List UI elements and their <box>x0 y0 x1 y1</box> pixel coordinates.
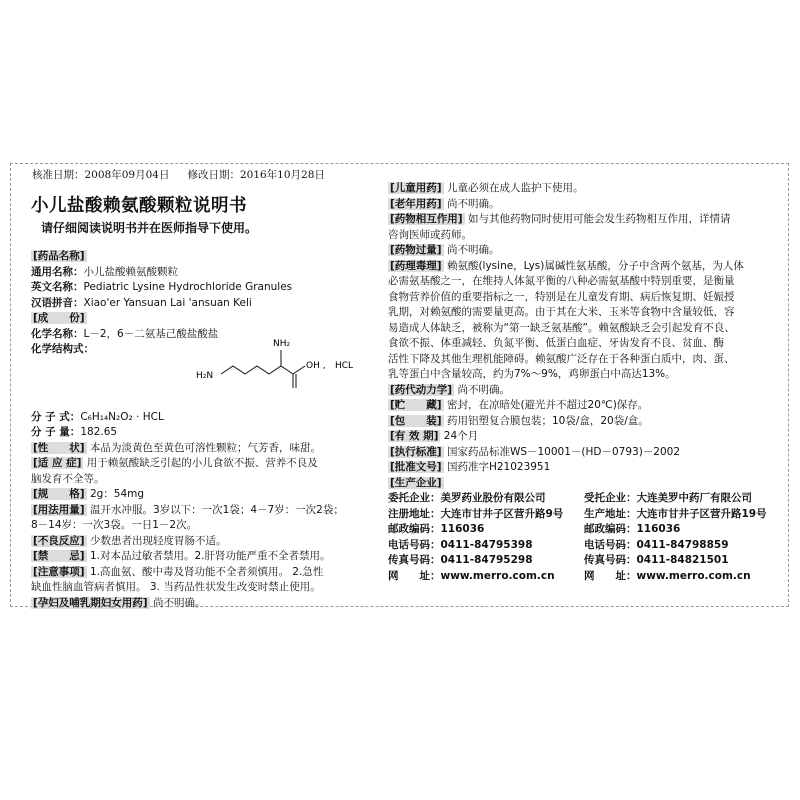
appearance-value: 本品为淡黄色至黄色可溶性颗粒；气芳香，味甜。 <box>89 441 321 454</box>
section-overdose: [药物过量] <box>390 244 442 256</box>
pharmacology-line-8: 乳等蛋白中含量较高，约为7%～9%，鸡卵蛋白中高达13%。 <box>388 368 676 380</box>
section-adverse: [不良反应] <box>33 534 85 547</box>
children-value: 儿童必须在成人监护下使用。 <box>446 182 584 194</box>
usage-value-cont: 8－14岁：一次3袋。一日1－2次。 <box>31 519 198 531</box>
section-appearance: [性 状] <box>33 441 85 454</box>
section-standard: [执行标准] <box>390 445 442 458</box>
pinyin-value: Xiao'er Yansuan Lai 'ansuan Keli <box>83 296 252 309</box>
fax-1: 传真号码：0411-84795298 <box>388 554 533 566</box>
pinyin-key: 汉语拼音： <box>31 296 84 309</box>
section-caution: [注意事项] <box>33 565 85 578</box>
overdose-value: 尚不明确。 <box>446 244 500 256</box>
contraindication-value: 1.对本品过敏者禁用。2.肝肾功能严重不全者禁用。 <box>89 550 331 562</box>
website-2: 网 址：www.merro.com.cn <box>584 569 751 582</box>
pregnancy-value: 尚不明确。 <box>152 596 206 609</box>
section-storage: [贮 藏] <box>390 399 442 411</box>
pharmacology-line-4: 乳期，对赖氨酸的需要量更高。由于其在大米、玉米等食物中含量较低，容 <box>388 306 735 318</box>
section-manufacturer: [生产企业] <box>390 476 442 489</box>
formula-value: C₆H₁₄N₂O₂ · HCL <box>80 410 164 423</box>
spec-value: 2g：54mg <box>89 488 145 500</box>
standard-value: 国家药品标准WS－10001－(HD－0793)－2002 <box>446 445 681 458</box>
pharmacology-line-7: 活性下降及其他生理机能障碍。赖氨酸广泛存在于各种蛋白质中，肉、蛋、 <box>388 352 735 365</box>
indication-value: 用于赖氨酸缺乏引起的小儿食欲不振、营养不良及 <box>86 457 318 469</box>
lysine-structure-diagram <box>193 330 373 392</box>
usage-value: 温开水冲服。3岁以下：一次1袋；4－7岁：一次2袋； <box>89 503 344 516</box>
formula-key: 分 子 式： <box>31 410 81 423</box>
entrusted-company: 受托企业：大连美罗中药厂有限公司 <box>584 492 752 504</box>
storage-value: 密封，在凉暗处(避光并不超过20℃)保存。 <box>446 399 649 411</box>
pharmacology-line-2: 必需氨基酸之一，在维持人体氮平衡的八种必需氨基酸中特别重要，是衡量 <box>388 275 735 287</box>
section-interaction: [药物相互作用] <box>390 213 463 225</box>
elderly-value: 尚不明确。 <box>446 197 500 210</box>
left-column <box>31 248 379 611</box>
section-contraindication: [禁 忌] <box>33 550 85 562</box>
package-value: 药用铝塑复合膜包装；10袋/盒，20袋/盒。 <box>446 414 649 427</box>
section-elderly: [老年用药] <box>390 197 442 210</box>
manufacturer-table <box>388 491 780 584</box>
section-drug-name: [药品名称] <box>33 250 85 262</box>
right-column <box>388 181 780 584</box>
approval-date: 核准日期：2008年09月04日 <box>32 169 170 181</box>
section-package: [包 装] <box>390 414 442 427</box>
pharmacology-line-3: 食物营养价值的重要指标之一，特别是在儿童发育期、病后恢复期、妊娠授 <box>388 290 735 303</box>
english-name-key: 英文名称： <box>31 281 84 293</box>
struct-nh2-label: NH₂ <box>273 339 291 349</box>
fax-2: 传真号码：0411-84821501 <box>584 554 729 566</box>
caution-value: 1.高血氨、酸中毒及肾功能不全者须慎用。 2.急性 <box>89 565 324 578</box>
pharmacology-line-6: 食欲不振、体重减轻、负氮平衡、低蛋白血症、牙齿发育不良、贫血、酶 <box>388 337 724 349</box>
section-composition: [成 份] <box>33 312 85 324</box>
approval-number-value: 国药准字H21023951 <box>446 461 551 473</box>
struct-oh-label: OH , <box>306 361 326 371</box>
caution-value-cont: 缺血性脑血管病者慎用。 3. 当药品性状发生改变时禁止使用。 <box>31 581 321 593</box>
section-pregnancy: [孕妇及哺乳期妇女用药] <box>33 596 148 609</box>
registered-address: 注册地址：大连市甘井子区营升路9号 <box>388 507 564 520</box>
pharmacology-line-5: 易造成人体缺乏，被称为“第一缺乏氨基酸”。赖氨酸缺乏会引起发育不良、 <box>388 321 735 334</box>
chemical-name-key: 化学名称： <box>31 327 84 340</box>
english-name-value: Pediatric Lysine Hydrochloride Granules <box>83 281 293 293</box>
structure-key: 化学结构式： <box>31 343 94 355</box>
dates-row <box>32 167 325 182</box>
section-pharmacology: [药理毒理] <box>390 259 442 272</box>
section-spec: [规 格] <box>33 488 85 500</box>
revision-date: 修改日期：2016年10月28日 <box>187 169 325 181</box>
struct-hcl-label: HCL <box>335 361 354 371</box>
validity-value: 24个月 <box>443 430 479 442</box>
website-1: 网 址：www.merro.com.cn <box>388 569 555 582</box>
chemical-name-value: L－2，6－二氨基己酸盐酸盐 <box>83 327 219 340</box>
section-approval-number: [批准文号] <box>390 461 442 473</box>
interaction-value-cont: 咨询医师或药师。 <box>388 228 472 241</box>
postcode-1: 邮政编码：116036 <box>388 523 485 535</box>
section-usage: [用法用量] <box>33 503 85 516</box>
struct-h2n-label: H₂N <box>196 371 214 381</box>
entrusting-company: 委托企业：美罗药业股份有限公司 <box>388 492 546 504</box>
section-pharmacokinetics: [药代动力学] <box>390 383 453 396</box>
section-indication: [适 应 症] <box>33 457 82 469</box>
document-subtitle: 请仔细阅读说明书并在医师指导下使用。 <box>41 221 258 235</box>
postcode-2: 邮政编码：116036 <box>584 523 681 535</box>
document-title: 小儿盐酸赖氨酸颗粒说明书 <box>31 196 247 216</box>
pharmacokinetics-value: 尚不明确。 <box>457 383 510 396</box>
section-children: [儿童用药] <box>390 182 442 194</box>
generic-name-key: 通用名称： <box>31 265 84 278</box>
interaction-value: 如与其他药物同时使用可能会发生药物相互作用，详情请 <box>467 213 731 225</box>
section-validity: [有 效 期] <box>390 430 439 442</box>
generic-name-value: 小儿盐酸赖氨酸颗粒 <box>83 265 178 278</box>
package-insert <box>10 163 789 607</box>
weight-value: 182.65 <box>80 426 118 438</box>
indication-value-cont: 脑发育不全等。 <box>31 472 105 485</box>
production-address: 生产地址：大连市甘井子区营升路19号 <box>584 507 767 520</box>
adverse-value: 少数患者出现轻度胃肠不适。 <box>89 534 227 547</box>
weight-key: 分 子 量： <box>31 426 81 438</box>
phone-1: 电话号码：0411-84795398 <box>388 538 533 551</box>
pharmacology-line-1: 赖氨酸(lysine，Lys)属碱性氨基酸，分子中含两个氨基，为人体 <box>446 259 744 272</box>
phone-2: 电话号码：0411-84798859 <box>584 538 729 551</box>
